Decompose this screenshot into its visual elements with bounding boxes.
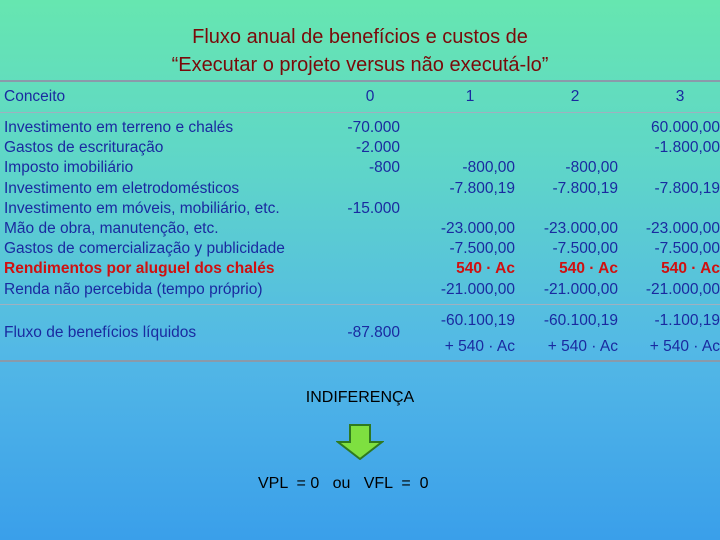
header-year-3: 3 (675, 88, 685, 105)
row-value-c2: 540 · Ac (559, 260, 618, 277)
row-label: Investimento em eletrodomésticos (4, 180, 240, 197)
down-arrow-icon (336, 424, 384, 460)
total-c1: -60.100,19 (440, 312, 515, 329)
indiferenca-label: INDIFERENÇA (305, 389, 415, 406)
row-value-c3: 540 · Ac (661, 260, 720, 277)
total-c0: -87.800 (347, 324, 400, 341)
total-c1-extra: + 540 · Ac (444, 338, 515, 355)
header-year-2: 2 (570, 88, 580, 105)
row-value-c3: -21.000,00 (645, 281, 720, 298)
row-label: Mão de obra, manutenção, etc. (4, 220, 219, 237)
title-line-1: Fluxo anual de benefícios e custos de (192, 26, 528, 48)
row-label: Investimento em terreno e chalés (4, 119, 234, 136)
header-rule (0, 112, 720, 113)
header-year-1: 1 (465, 88, 475, 105)
header-conceito: Conceito (4, 88, 66, 105)
row-value-c1: 540 · Ac (456, 260, 515, 277)
row-value-c3: -23.000,00 (645, 220, 720, 237)
row-value-c2: -800,00 (565, 159, 618, 176)
row-value-c2: -7.800,19 (552, 180, 618, 197)
table-bottom-rule (0, 360, 720, 362)
total-label: Fluxo de benefícios líquidos (4, 324, 197, 341)
row-value-c0: -15.000 (347, 200, 400, 217)
total-c2-extra: + 540 · Ac (547, 338, 618, 355)
row-value-c1: -7.800,19 (449, 180, 515, 197)
row-label: Rendimentos por aluguel dos chalés (4, 260, 275, 277)
row-label: Investimento em móveis, mobiliário, etc. (4, 200, 280, 217)
row-label: Gastos de comercialização y publicidade (4, 240, 285, 257)
row-value-c0: -800 (368, 159, 400, 176)
row-label: Renda não percebida (tempo próprio) (4, 281, 263, 298)
row-label: Imposto imobiliário (4, 159, 134, 176)
title-line-2: “Executar o projeto versus não executá-lo” (171, 54, 549, 76)
row-value-c3: -1.800,00 (654, 139, 720, 156)
header-year-0: 0 (365, 88, 375, 105)
row-value-c1: -21.000,00 (440, 281, 515, 298)
row-value-c3: -7.800,19 (654, 180, 720, 197)
table-top-rule (0, 80, 720, 82)
equation-text: VPL = 0 ou VFL = 0 (258, 475, 429, 492)
row-label: Gastos de escrituração (4, 139, 164, 156)
row-value-c2: -23.000,00 (543, 220, 618, 237)
row-value-c1: -23.000,00 (440, 220, 515, 237)
row-value-c3: -7.500,00 (654, 240, 720, 257)
row-value-c3: 60.000,00 (651, 119, 720, 136)
total-c2: -60.100,19 (543, 312, 618, 329)
row-value-c0: -2.000 (356, 139, 400, 156)
total-c3-extra: + 540 · Ac (649, 338, 720, 355)
row-value-c1: -7.500,00 (449, 240, 515, 257)
row-value-c2: -7.500,00 (552, 240, 618, 257)
total-c3: -1.100,19 (654, 312, 720, 329)
body-rule (0, 304, 720, 305)
row-value-c1: -800,00 (462, 159, 515, 176)
row-value-c2: -21.000,00 (543, 281, 618, 298)
row-value-c0: -70.000 (347, 119, 400, 136)
